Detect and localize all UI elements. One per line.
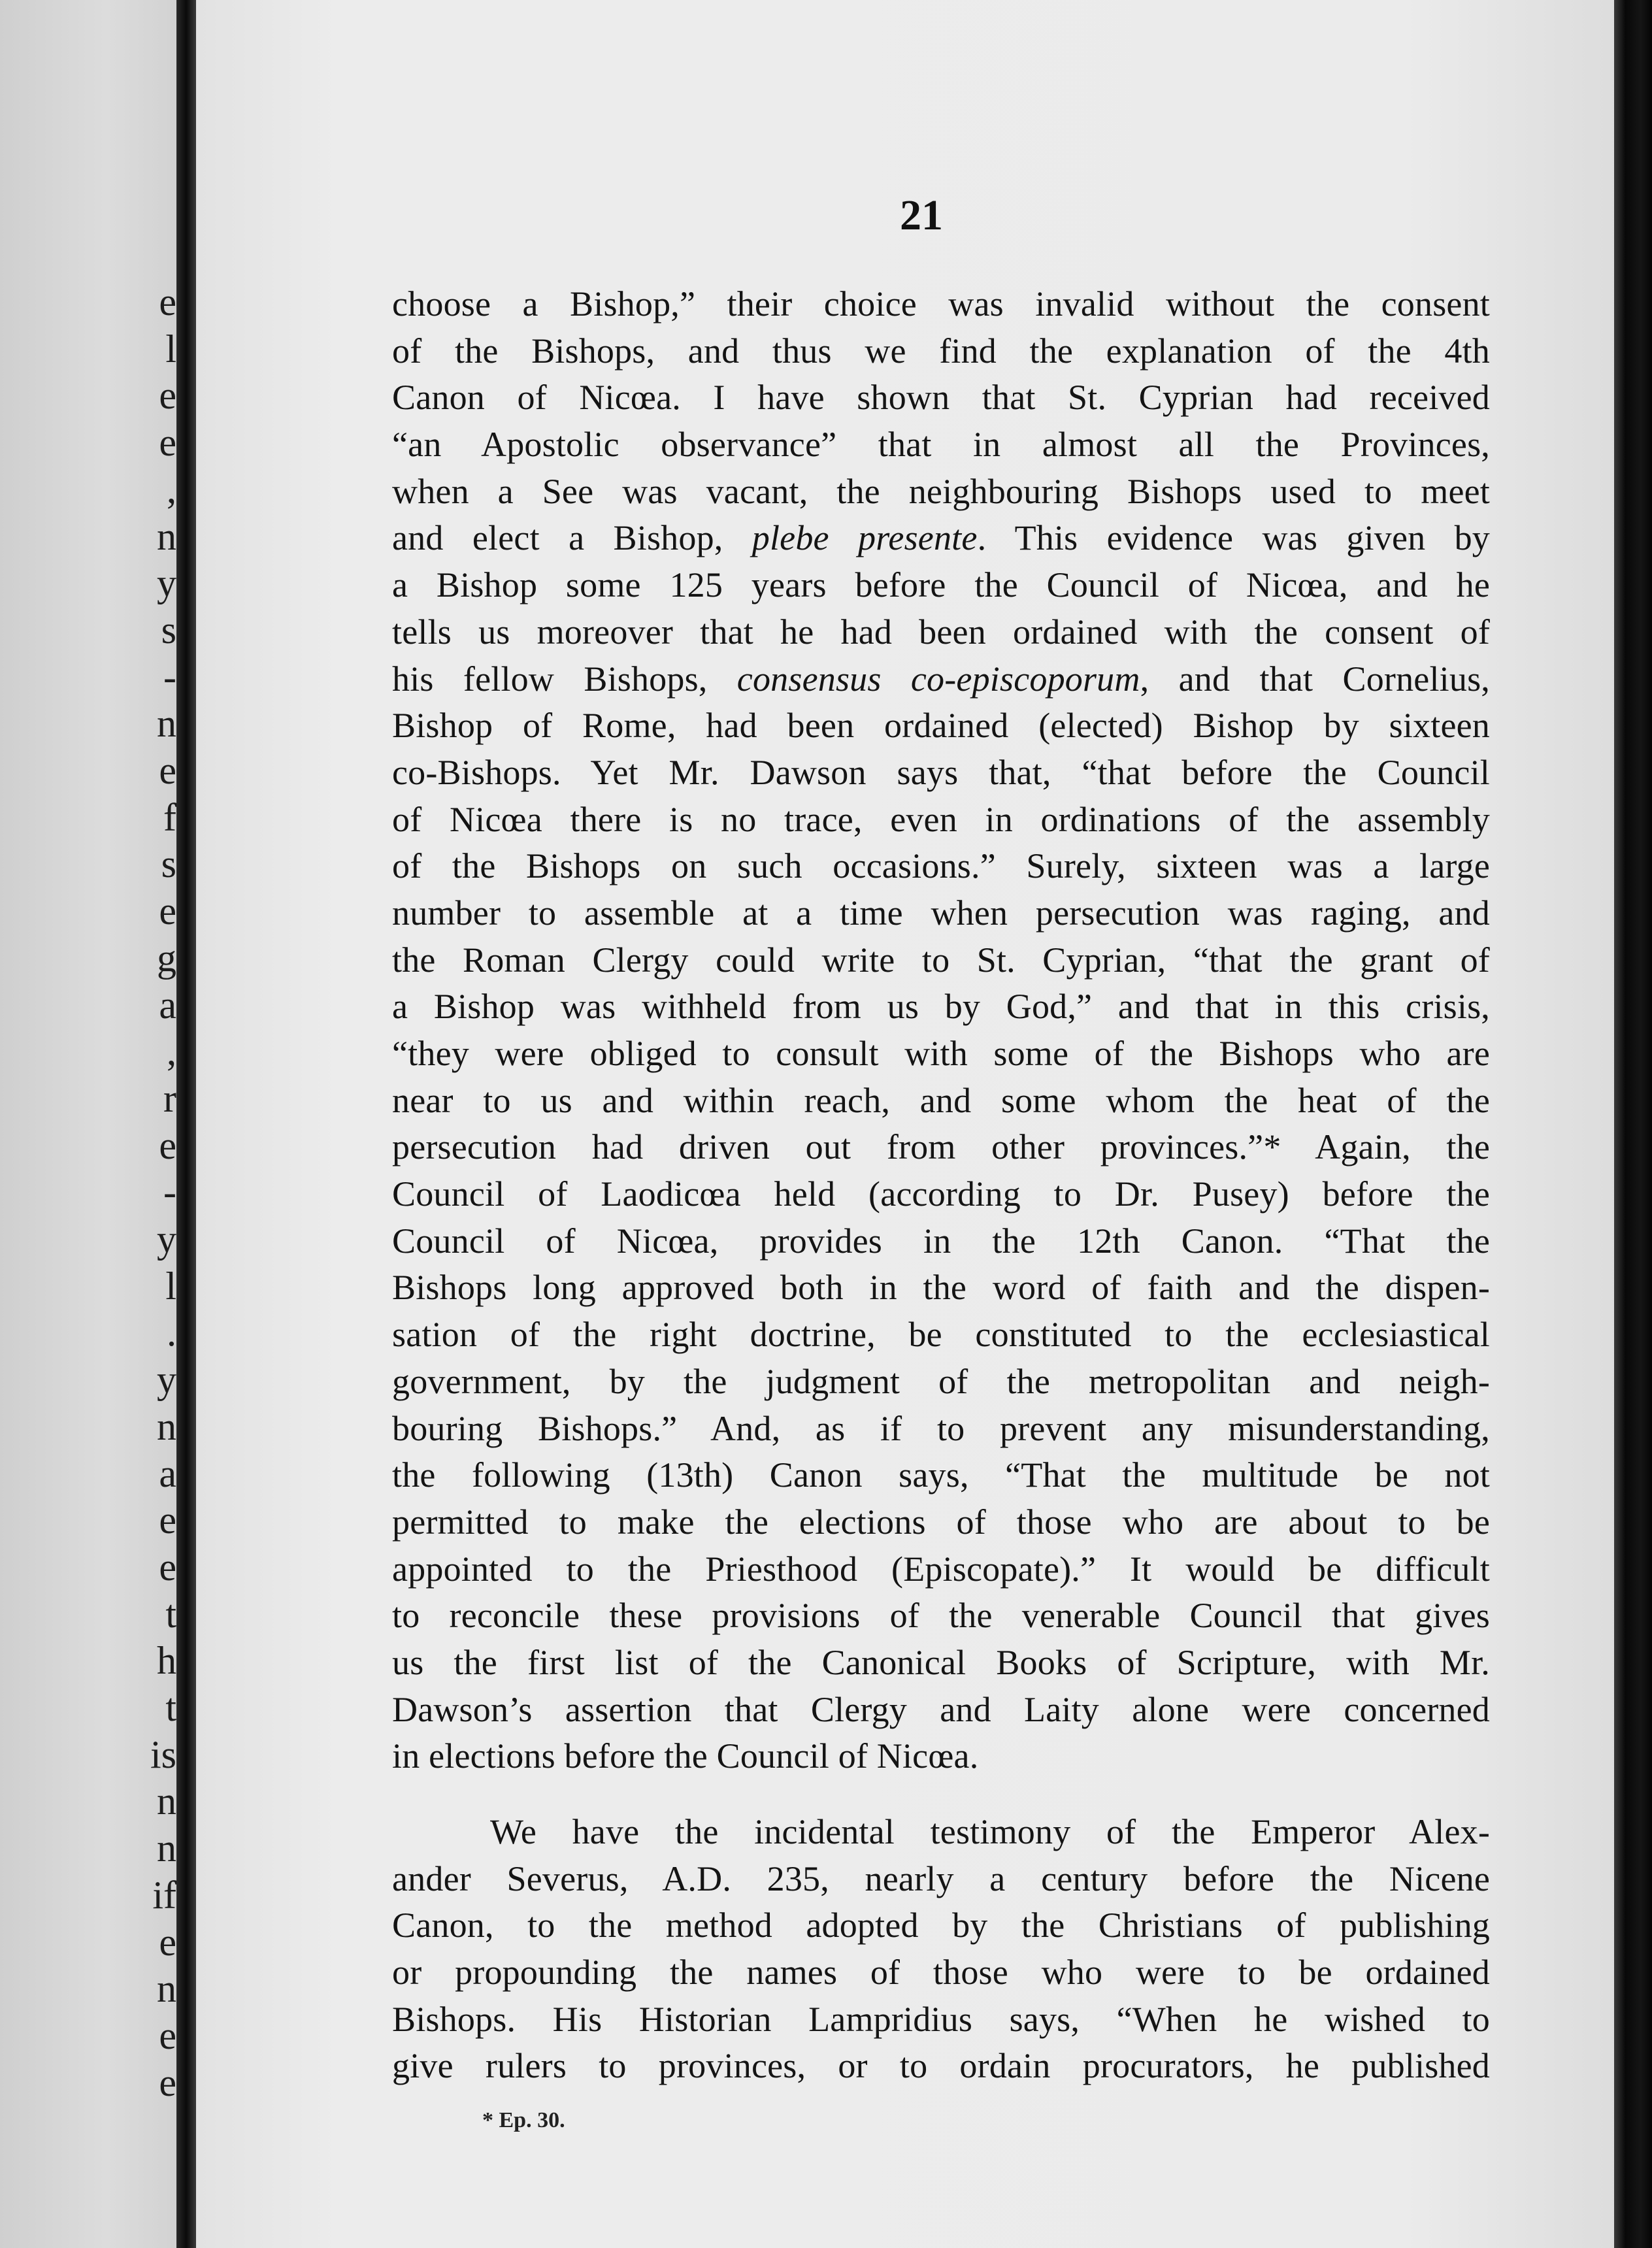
text-line: Bishops. His Historian Lampridius says, “When he wished to xyxy=(392,1999,1490,2039)
text-line: appointed to the Priesthood (Episcopate).” It would be difficult xyxy=(392,1549,1490,1589)
previous-page-letter: r xyxy=(163,1076,176,1120)
book-gutter xyxy=(176,0,196,2248)
previous-page-letter: t xyxy=(165,1686,176,1729)
previous-page-letter: e xyxy=(159,374,176,418)
paragraph-gap xyxy=(392,1780,1490,1809)
previous-page-letter: n xyxy=(157,1826,176,1870)
text-line: “they were obliged to consult with some of the Bishops who are xyxy=(392,1034,1490,1073)
text-line: near to us and within reach, and some whom the heat of the xyxy=(392,1080,1490,1120)
previous-page-letter: h xyxy=(157,1639,176,1683)
previous-page-edge xyxy=(0,0,176,2248)
previous-page-letter: y xyxy=(157,1358,176,1402)
previous-page-letter: g xyxy=(157,936,176,980)
paragraph xyxy=(392,281,1490,1780)
latin-phrase: consensus co-episcoporum xyxy=(736,659,1140,699)
previous-page-letter: n xyxy=(157,1779,176,1823)
previous-page-letter: a xyxy=(159,983,176,1027)
text-line: permitted to make the elections of those who are about to be xyxy=(392,1502,1490,1542)
page-right-edge xyxy=(1614,0,1652,2248)
text-line: number to assemble at a time when persecution was raging, and xyxy=(392,893,1490,933)
previous-page-letter: s xyxy=(161,608,176,652)
previous-page-letter: e xyxy=(159,1545,176,1589)
previous-page-letter: . xyxy=(167,1311,176,1355)
text-line: persecution had driven out from other provinces.”* Again, the xyxy=(392,1127,1490,1167)
previous-page-letter: n xyxy=(157,514,176,558)
text-line: of the Bishops on such occasions.” Surely, sixteen was a large xyxy=(392,846,1490,886)
previous-page-letter: e xyxy=(159,1498,176,1542)
text-line: We have the incidental testimony of the Emperor Alex- xyxy=(490,1812,1490,1851)
previous-page-letter: e xyxy=(159,421,176,465)
text-line: of the Bishops, and thus we find the explanation of the 4th xyxy=(392,331,1490,371)
text-line: government, by the judgment of the metropolitan and neigh- xyxy=(392,1361,1490,1401)
previous-page-letter: f xyxy=(163,795,176,839)
text-line: Canon of Nicœa. I have shown that St. Cyprian had received xyxy=(392,378,1490,418)
previous-page-letter: s xyxy=(161,842,176,886)
previous-page-letter: n xyxy=(157,702,176,746)
latin-phrase: plebe presente xyxy=(752,518,978,558)
previous-page-fragments xyxy=(0,0,176,2248)
text-line: choose a Bishop,” their choice was invalid without the consent xyxy=(392,284,1490,323)
text-line: the following (13th) Canon says, “That the multitude be not xyxy=(392,1455,1490,1495)
text-line: of Nicœa there is no trace, even in ordinations of the assembly xyxy=(392,799,1490,839)
previous-page-letter: is xyxy=(150,1732,176,1776)
text-line: Council of Nicœa, provides in the 12th Canon. “That the xyxy=(392,1221,1490,1261)
text-line: or propounding the names of those who were to be ordained xyxy=(392,1953,1490,1992)
previous-page-letter: - xyxy=(163,655,176,699)
text-line: bouring Bishops.” And, as if to prevent any misunderstanding, xyxy=(392,1408,1490,1448)
text-line: Bishops long approved both in the word of faith and the dispen- xyxy=(392,1268,1490,1308)
paragraph xyxy=(392,1809,1490,2090)
text-line: the Roman Clergy could write to St. Cyprian, “that the grant of xyxy=(392,940,1490,980)
previous-page-letter: n xyxy=(157,1404,176,1448)
body-text xyxy=(392,281,1490,2090)
text-line: and elect a Bishop, plebe presente. This evidence was given by xyxy=(392,518,1491,558)
previous-page-letter: - xyxy=(163,1170,176,1214)
previous-page-letter: , xyxy=(167,467,176,511)
previous-page-letter: y xyxy=(157,561,176,605)
previous-page-letter: e xyxy=(159,280,176,323)
text-line: give rulers to provinces, or to ordain procurators, he published xyxy=(392,2046,1490,2086)
text-line: sation of the right doctrine, be constituted to the ecclesiastical xyxy=(392,1315,1490,1355)
previous-page-letter: e xyxy=(159,1123,176,1167)
text-line: his fellow Bishops, consensus co-episcoporum, and that Cornelius, xyxy=(392,659,1490,699)
text-line: Dawson’s assertion that Clergy and Laity alone were concerned xyxy=(392,1689,1490,1729)
previous-page-letter: t xyxy=(165,1592,176,1636)
text-line: in elections before the Council of Nicœa. xyxy=(392,1736,979,1776)
previous-page-letter: if xyxy=(152,1873,176,1917)
text-line: Bishop of Rome, had been ordained (elected) Bishop by sixteen xyxy=(392,706,1490,746)
previous-page-letter: e xyxy=(159,889,176,933)
text-line: tells us moreover that he had been ordained with the consent of xyxy=(392,612,1490,652)
previous-page-letter: e xyxy=(159,2013,176,2057)
text-line: Canon, to the method adopted by the Christians of publishing xyxy=(392,1906,1490,1945)
text-line: ander Severus, A.D. 235, nearly a century before the Nicene xyxy=(392,1859,1490,1898)
previous-page-letter: e xyxy=(159,1920,176,1964)
text-line: to reconcile these provisions of the venerable Council that gives xyxy=(392,1596,1490,1636)
text-line: “an Apostolic observance” that in almost all the Provinces, xyxy=(392,425,1490,465)
previous-page-letter: n xyxy=(157,1967,176,2011)
previous-page-letter: a xyxy=(159,1451,176,1495)
page-number: 21 xyxy=(900,191,943,239)
text-line: Council of Laodicœa held (according to Dr. Pusey) before the xyxy=(392,1174,1490,1214)
footnote: * Ep. 30. xyxy=(482,2108,565,2132)
previous-page-letter: y xyxy=(157,1217,176,1261)
previous-page-letter: , xyxy=(167,1030,176,1074)
text-line: when a See was vacant, the neighbouring Bishops used to meet xyxy=(392,471,1490,511)
previous-page-letter: e xyxy=(159,749,176,792)
text-line: co-Bishops. Yet Mr. Dawson says that, “that before the Council xyxy=(392,752,1490,792)
text-line: us the first list of the Canonical Books of Scripture, with Mr. xyxy=(392,1642,1490,1682)
text-line: a Bishop was withheld from us by God,” and that in this crisis, xyxy=(392,987,1490,1027)
text-line: a Bishop some 125 years before the Council of Nicœa, and he xyxy=(392,565,1490,605)
previous-page-letter: l xyxy=(165,1264,176,1308)
previous-page-letter: l xyxy=(165,327,176,371)
previous-page-letter: e xyxy=(159,2060,176,2104)
